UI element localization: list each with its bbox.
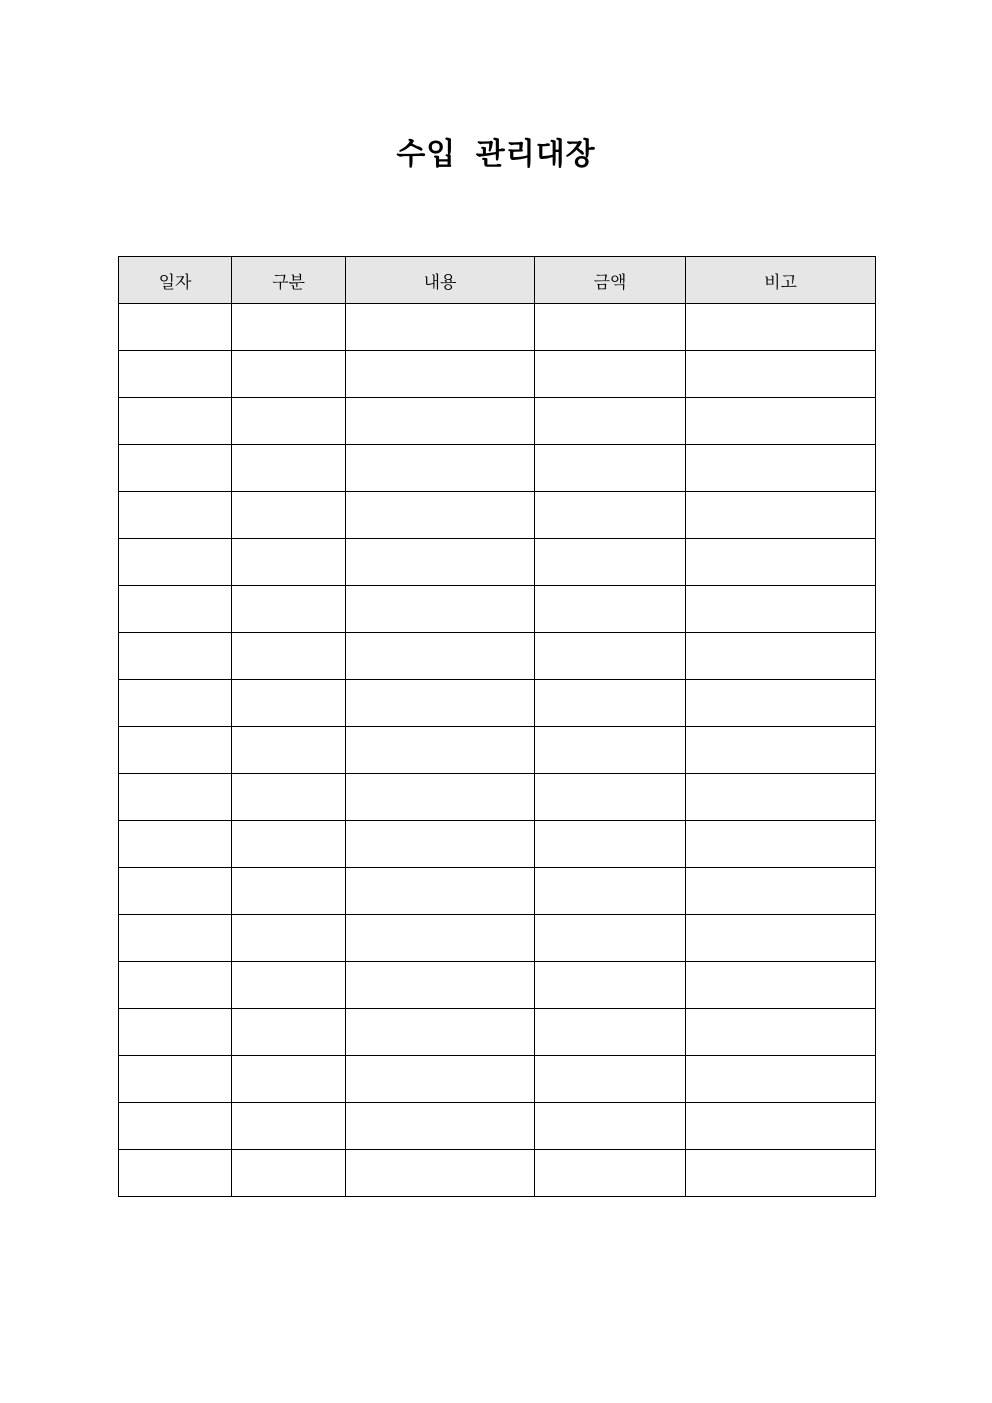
cell-amount[interactable]	[535, 1009, 686, 1056]
cell-note[interactable]	[686, 1009, 876, 1056]
table-row	[119, 727, 876, 774]
table-row	[119, 1103, 876, 1150]
table-row	[119, 680, 876, 727]
table-header-row	[119, 257, 876, 304]
cell-note[interactable]	[686, 1103, 876, 1150]
table-row	[119, 868, 876, 915]
cell-date[interactable]	[119, 1056, 232, 1103]
cell-note[interactable]	[686, 821, 876, 868]
cell-date[interactable]	[119, 962, 232, 1009]
document-title: 수입 관리대장	[396, 137, 596, 172]
cell-category[interactable]	[232, 445, 346, 492]
cell-amount[interactable]	[535, 492, 686, 539]
table-row	[119, 821, 876, 868]
table-row	[119, 915, 876, 962]
cell-content[interactable]	[346, 1056, 535, 1103]
cell-note[interactable]	[686, 539, 876, 586]
cell-note[interactable]	[686, 1056, 876, 1103]
column-header-content: 내용	[346, 257, 535, 304]
cell-category[interactable]	[232, 680, 346, 727]
cell-amount[interactable]	[535, 680, 686, 727]
cell-category[interactable]	[232, 962, 346, 1009]
cell-content[interactable]	[346, 1103, 535, 1150]
cell-note[interactable]	[686, 398, 876, 445]
cell-content[interactable]	[346, 962, 535, 1009]
cell-content[interactable]	[346, 492, 535, 539]
income-ledger-table	[118, 256, 876, 1197]
table-row	[119, 1009, 876, 1056]
cell-date[interactable]	[119, 304, 232, 351]
cell-content[interactable]	[346, 680, 535, 727]
cell-date[interactable]	[119, 774, 232, 821]
cell-amount[interactable]	[535, 586, 686, 633]
cell-date[interactable]	[119, 680, 232, 727]
cell-amount[interactable]	[535, 304, 686, 351]
cell-note[interactable]	[686, 727, 876, 774]
cell-note[interactable]	[686, 351, 876, 398]
cell-date[interactable]	[119, 868, 232, 915]
column-header-date: 일자	[119, 257, 232, 304]
cell-note[interactable]	[686, 492, 876, 539]
cell-note[interactable]	[686, 633, 876, 680]
column-header-note: 비고	[686, 257, 876, 304]
cell-amount[interactable]	[535, 1056, 686, 1103]
cell-category[interactable]	[232, 774, 346, 821]
cell-category[interactable]	[232, 1056, 346, 1103]
cell-content[interactable]	[346, 727, 535, 774]
cell-category[interactable]	[232, 633, 346, 680]
cell-content[interactable]	[346, 868, 535, 915]
cell-date[interactable]	[119, 492, 232, 539]
cell-date[interactable]	[119, 445, 232, 492]
table-row	[119, 492, 876, 539]
cell-content[interactable]	[346, 774, 535, 821]
cell-note[interactable]	[686, 774, 876, 821]
cell-category[interactable]	[232, 586, 346, 633]
cell-category[interactable]	[232, 492, 346, 539]
cell-note[interactable]	[686, 304, 876, 351]
cell-date[interactable]	[119, 727, 232, 774]
cell-date[interactable]	[119, 1150, 232, 1197]
table-row	[119, 539, 876, 586]
cell-amount[interactable]	[535, 1103, 686, 1150]
table-row	[119, 586, 876, 633]
table-row	[119, 304, 876, 351]
cell-content[interactable]	[346, 304, 535, 351]
cell-category[interactable]	[232, 915, 346, 962]
table-row	[119, 351, 876, 398]
cell-date[interactable]	[119, 1009, 232, 1056]
cell-category[interactable]	[232, 868, 346, 915]
cell-content[interactable]	[346, 351, 535, 398]
cell-content[interactable]	[346, 633, 535, 680]
cell-amount[interactable]	[535, 445, 686, 492]
table-row	[119, 962, 876, 1009]
cell-note[interactable]	[686, 586, 876, 633]
cell-content[interactable]	[346, 915, 535, 962]
cell-note[interactable]	[686, 445, 876, 492]
cell-content[interactable]	[346, 445, 535, 492]
cell-amount[interactable]	[535, 539, 686, 586]
cell-date[interactable]	[119, 821, 232, 868]
table-row	[119, 633, 876, 680]
cell-content[interactable]	[346, 821, 535, 868]
cell-amount[interactable]	[535, 633, 686, 680]
cell-content[interactable]	[346, 398, 535, 445]
cell-date[interactable]	[119, 586, 232, 633]
cell-category[interactable]	[232, 304, 346, 351]
column-header-category: 구분	[232, 257, 346, 304]
table-body	[119, 304, 876, 1197]
column-header-amount: 금액	[535, 257, 686, 304]
cell-category[interactable]	[232, 351, 346, 398]
cell-amount[interactable]	[535, 1150, 686, 1197]
cell-category[interactable]	[232, 1009, 346, 1056]
table-row	[119, 398, 876, 445]
cell-category[interactable]	[232, 821, 346, 868]
cell-amount[interactable]	[535, 962, 686, 1009]
cell-category[interactable]	[232, 398, 346, 445]
cell-amount[interactable]	[535, 915, 686, 962]
cell-date[interactable]	[119, 915, 232, 962]
cell-content[interactable]	[346, 1009, 535, 1056]
cell-date[interactable]	[119, 351, 232, 398]
cell-note[interactable]	[686, 680, 876, 727]
table-row	[119, 774, 876, 821]
cell-amount[interactable]	[535, 868, 686, 915]
cell-category[interactable]	[232, 727, 346, 774]
cell-amount[interactable]	[535, 727, 686, 774]
cell-amount[interactable]	[535, 351, 686, 398]
cell-note[interactable]	[686, 868, 876, 915]
cell-amount[interactable]	[535, 821, 686, 868]
cell-category[interactable]	[232, 1103, 346, 1150]
cell-date[interactable]	[119, 633, 232, 680]
cell-amount[interactable]	[535, 774, 686, 821]
cell-note[interactable]	[686, 1150, 876, 1197]
cell-date[interactable]	[119, 1103, 232, 1150]
cell-content[interactable]	[346, 1150, 535, 1197]
cell-content[interactable]	[346, 539, 535, 586]
cell-category[interactable]	[232, 539, 346, 586]
table-row	[119, 445, 876, 492]
cell-note[interactable]	[686, 962, 876, 1009]
cell-content[interactable]	[346, 586, 535, 633]
table-row	[119, 1056, 876, 1103]
cell-date[interactable]	[119, 539, 232, 586]
table-row	[119, 1150, 876, 1197]
cell-note[interactable]	[686, 915, 876, 962]
cell-amount[interactable]	[535, 398, 686, 445]
cell-category[interactable]	[232, 1150, 346, 1197]
cell-date[interactable]	[119, 398, 232, 445]
